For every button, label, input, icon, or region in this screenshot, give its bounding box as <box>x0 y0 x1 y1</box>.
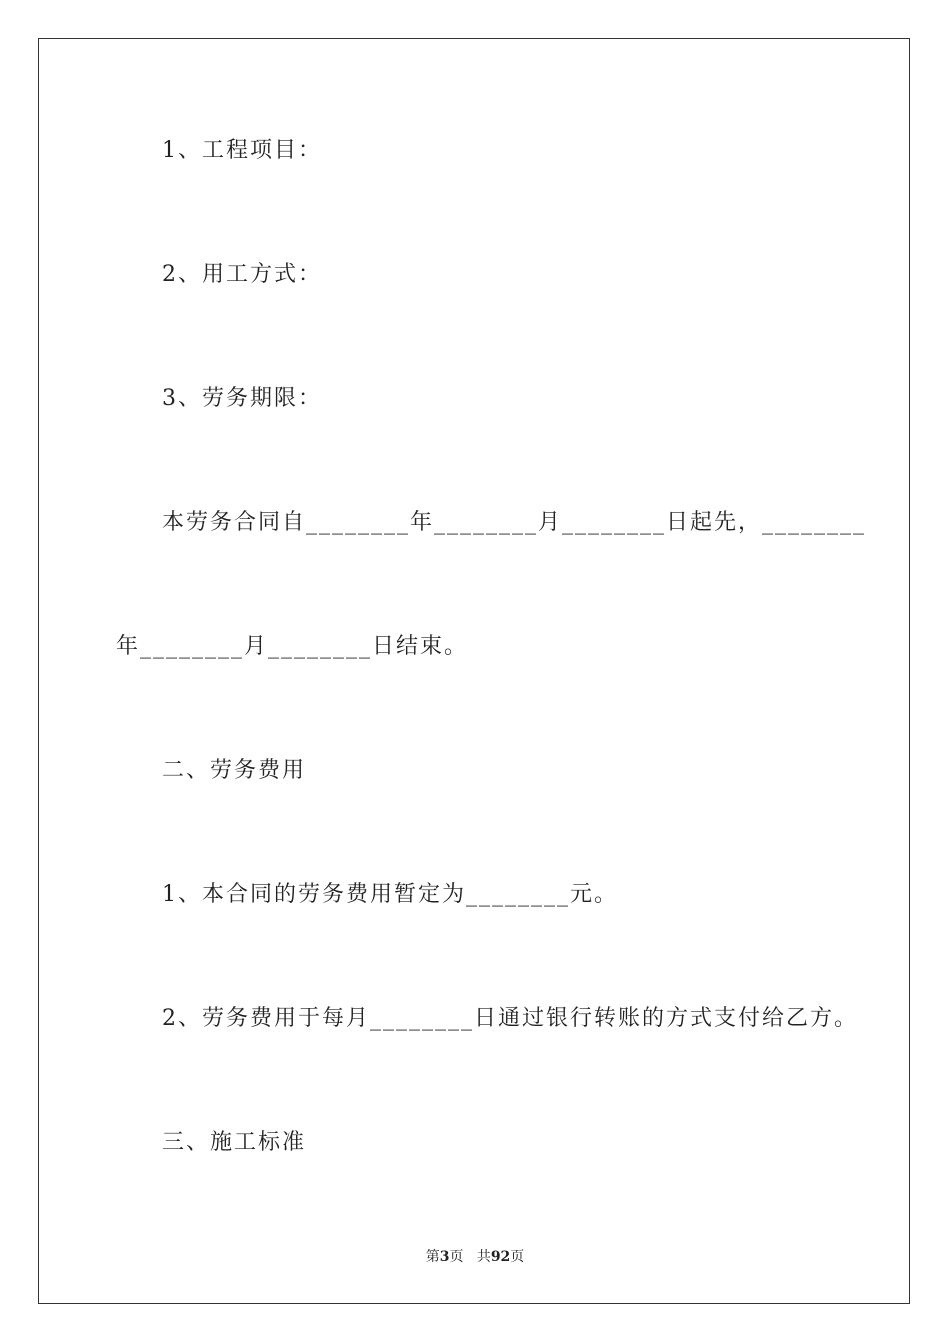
section-heading-fees: 二、劳务费用 <box>162 758 307 783</box>
page-footer <box>0 1248 950 1266</box>
footer-page-number: 3 <box>439 1249 450 1265</box>
item-fee-payment: 2、劳务费用于每月________日通过银行转账的方式支付给乙方。 <box>162 1006 858 1031</box>
footer-page-prefix: 第 <box>425 1249 440 1265</box>
footer-total-suffix: 页 <box>510 1249 525 1265</box>
item-fee-amount: 1、本合同的劳务费用暂定为________元。 <box>162 882 618 907</box>
item-project: 1、工程项目： <box>162 138 322 163</box>
footer-total-pages: 92 <box>490 1249 511 1265</box>
footer-total-prefix: 共 <box>476 1249 491 1265</box>
item-service-period: 3、劳务期限： <box>162 386 322 411</box>
page-frame <box>38 38 910 1304</box>
period-end-line: 年________月________日结束。 <box>116 634 469 659</box>
period-start-line: 本劳务合同自________年________月________日起先，________ <box>162 510 867 535</box>
section-heading-standards: 三、施工标准 <box>162 1130 307 1155</box>
item-employment-method: 2、用工方式： <box>162 262 322 287</box>
footer-page-suffix: 页 <box>449 1249 464 1265</box>
